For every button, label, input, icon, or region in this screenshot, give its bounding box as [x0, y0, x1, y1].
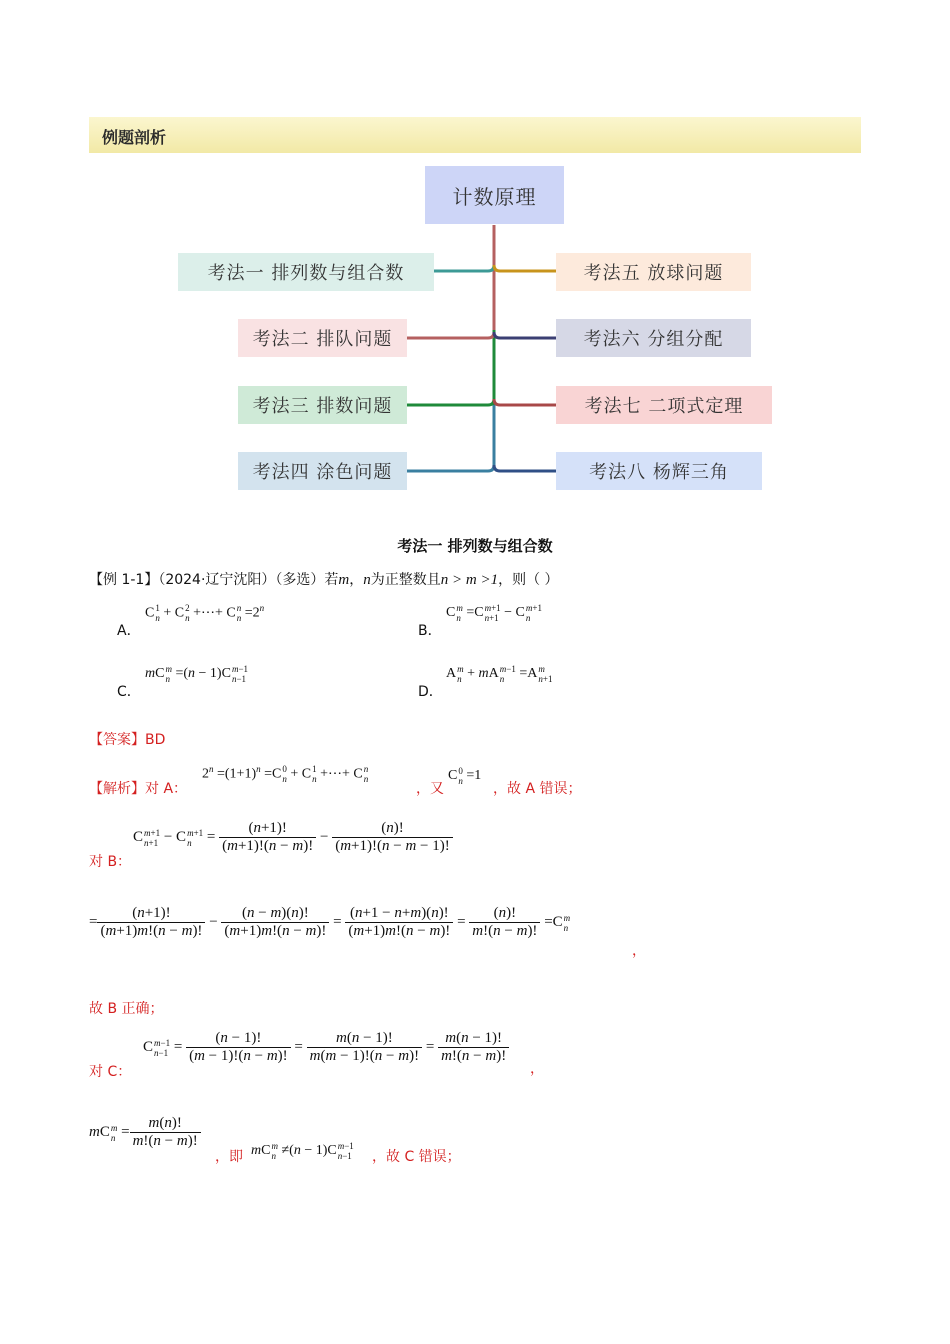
- mindmap-root: 计数原理: [425, 166, 564, 224]
- condition-text: 为正整数且: [370, 572, 441, 588]
- analysis-c-prefix: 对 C：: [89, 1064, 132, 1080]
- example-source: （2024·辽宁沈阳）（多选）若: [158, 572, 339, 588]
- option-a-formula: C 1 n + C 2 n +⋯+ C n n $=2^n$: [145, 603, 265, 624]
- analysis-b-formula-1: C m+1 n+1 − C m+1 n = $\frac{(n+1)!}{(m+1)!(n - m)!}$ − $\frac{(n)!}{(m+1)!(n - m - 1)!}$: [133, 820, 453, 855]
- section-title: 例题剖析: [102, 128, 167, 147]
- example-label: 【例 1-1】: [89, 572, 159, 588]
- analysis-a-prefix: 对 A：: [145, 781, 188, 797]
- var-m: m: [338, 572, 350, 588]
- question-tail: ，则（ ）: [498, 572, 559, 588]
- answer-value: BD: [145, 732, 166, 748]
- analysis-a-end: ，故 A 错误；: [493, 781, 582, 797]
- inequality: n > m >1: [440, 572, 499, 588]
- mindmap-left-3: 考法三 排数问题: [238, 386, 407, 424]
- analysis-c-mid: ，即: [215, 1149, 243, 1165]
- analysis-c-formula-1: C m−1 n−1 = $\frac{(n - 1)!}{(m - 1)!(n - m)!}$ = $\frac{m(n - 1)!}{m(m - 1)!(n - m)!}$ = $\frac{m(n - 1)!}{m!(n - m)!}$: [143, 1030, 509, 1065]
- analysis-b-prefix: 对 B：: [89, 854, 132, 870]
- analysis-b-conclusion: 故 B 正确；: [89, 1001, 164, 1017]
- analysis-c-comma: ，: [530, 1061, 544, 1077]
- mindmap-right-2: 考法六 分组分配: [556, 319, 751, 357]
- analysis-a-mid: ，又: [416, 781, 444, 797]
- analysis-b-formula-2: = $\frac{(n+1)!}{(m+1)m!(n - m)!}$ − $\frac{(n - m)(n)!}{(m+1)m!(n - m)!}$ = $\frac{(n+1 - n+m)(n)!}{(m+1)m!(n - m)!}$ = $\frac{(n)!}{m!(n - m)!}$ =C m n: [89, 905, 571, 939]
- var-n: n: [363, 572, 371, 588]
- option-a-label: A．: [117, 623, 141, 639]
- method-title: 考法一 排列数与组合数: [397, 537, 553, 555]
- analysis-a-c0: C 0 n =1: [448, 766, 482, 786]
- mindmap-left-4: 考法四 涂色问题: [238, 452, 407, 490]
- mindmap-connectors: [0, 0, 950, 520]
- mindmap-left-2: 考法二 排队问题: [238, 319, 407, 357]
- option-b-formula: C m n =C m+1 n+1 − C m+1 n: [446, 603, 542, 623]
- separator: ，: [349, 572, 364, 588]
- analysis-c-formula-3: mC m n ≠(n − 1)C m−1 n−1: [251, 1141, 354, 1161]
- example-question: [89, 569, 559, 589]
- answer-label: 【答案】: [89, 732, 145, 748]
- mindmap-left-1: 考法一 排列数与组合数: [178, 253, 434, 291]
- answer: [89, 729, 165, 749]
- mindmap-right-4: 考法八 杨辉三角: [556, 452, 762, 490]
- analysis-a-formula: $2^n =(1+1)^n =C$ 0 n + C 1 n +⋯+ C n n: [202, 764, 369, 785]
- mindmap-right-3: 考法七 二项式定理: [556, 386, 772, 424]
- option-d-formula: A m n + mA m−1 n =A m n+1: [446, 664, 553, 684]
- analysis-c-formula-2: mC m n = $\frac{m(n)!}{m!(n - m)!}$: [89, 1115, 201, 1150]
- mindmap-right-1: 考法五 放球问题: [556, 253, 751, 291]
- analysis-c-end: ，故 C 错误；: [372, 1149, 461, 1165]
- analysis-label: 【解析】: [89, 781, 145, 797]
- option-b-label: B．: [418, 623, 442, 639]
- option-c-label: C．: [117, 684, 141, 700]
- analysis-a-label: [89, 778, 187, 798]
- analysis-b-end: ，: [632, 943, 646, 959]
- option-c-formula: mC m n =(n − 1)C m−1 n−1: [145, 664, 249, 684]
- option-d-label: D．: [418, 684, 443, 700]
